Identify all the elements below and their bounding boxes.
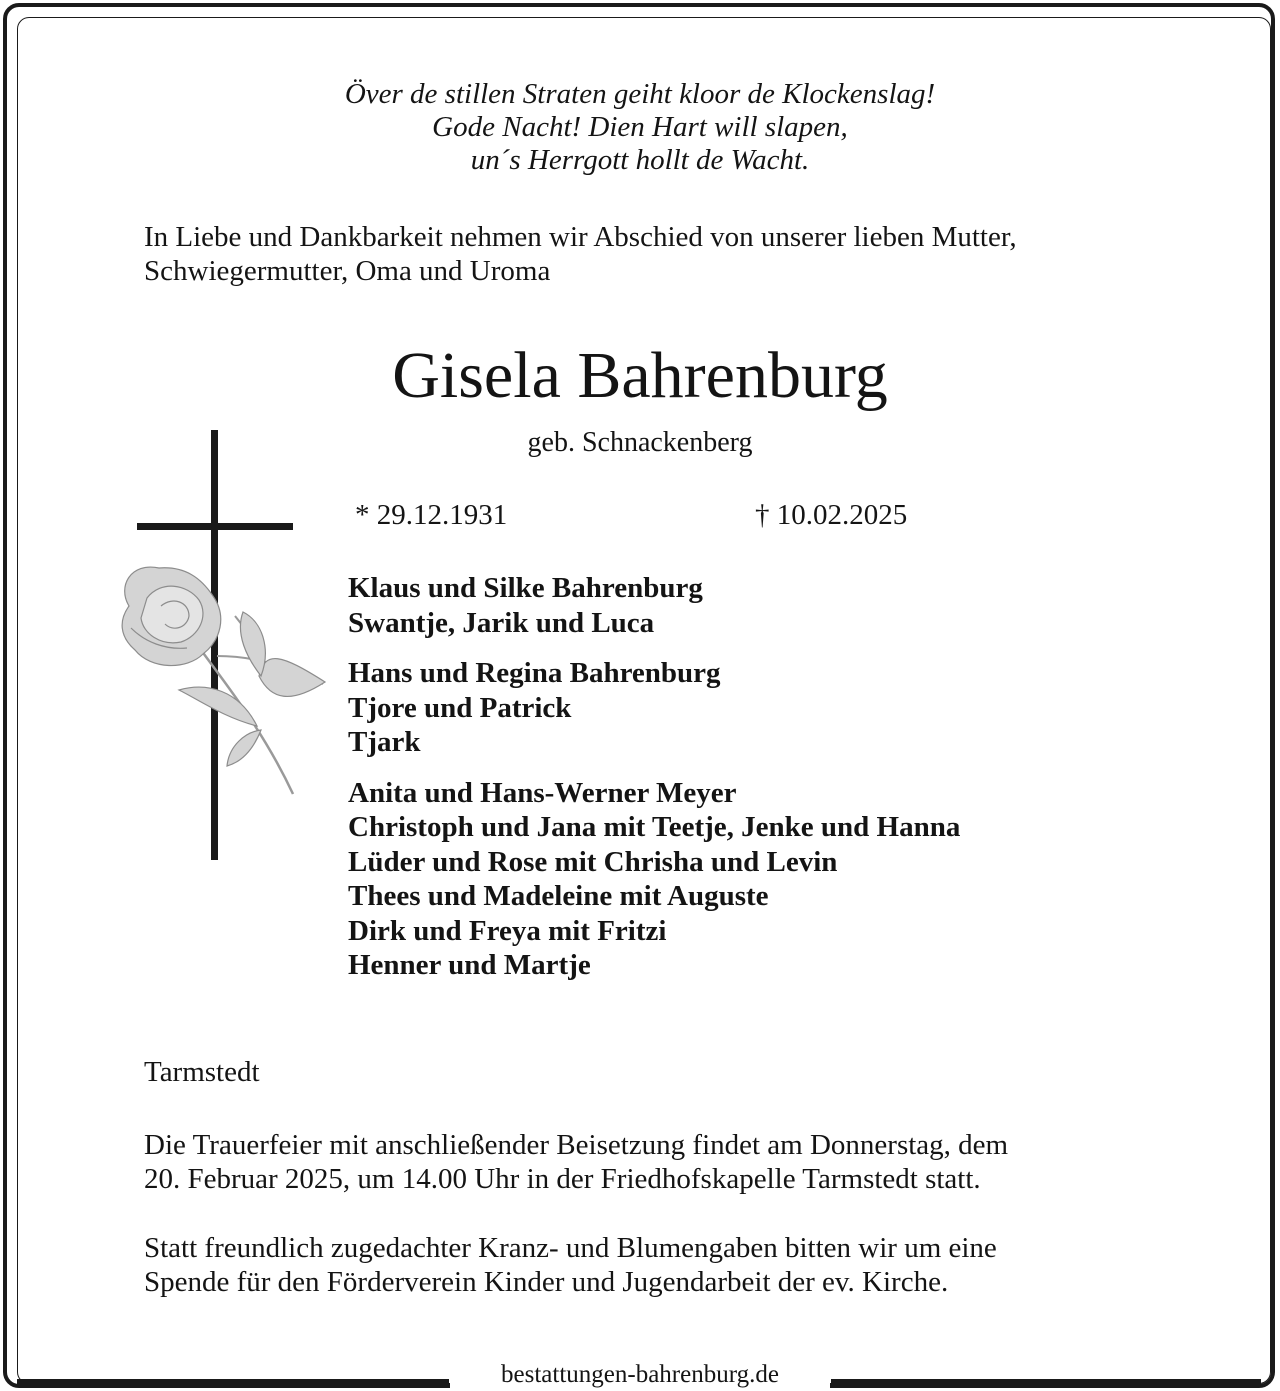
mourner-line: Christoph und Jana mit Teetje, Jenke und Hanna [348, 811, 961, 843]
mourner-line: Tjark [348, 726, 421, 758]
maiden-name: geb. Schnackenberg [527, 427, 753, 458]
intro-line: In Liebe und Dankbarkeit nehmen wir Abschied von unserer lieben Mutter, [144, 221, 1017, 253]
rose-icon [122, 567, 325, 794]
mourner-group [348, 776, 1148, 983]
mourner-group [348, 571, 1148, 640]
poem-line: Över de stillen Straten geiht kloor de Klockenslag! [344, 78, 936, 110]
mourner-line: Henner und Martje [348, 949, 591, 981]
mourner-line: Tjore und Patrick [348, 691, 572, 724]
mourner-line: Anita und Hans-Werner Meyer [348, 776, 737, 809]
mourner-line: Thees und Madeleine mit Auguste [348, 880, 769, 912]
cross-rose-artwork [95, 428, 335, 868]
mourner-line: Swantje, Jarik und Luca [348, 606, 655, 639]
place-name: Tarmstedt [144, 1056, 260, 1088]
mourner-line: Lüder und Rose mit Chrisha und Levin [348, 845, 838, 878]
mourner-line: Hans und Regina Bahrenburg [348, 657, 721, 689]
poem-line: un´s Herrgott hollt de Wacht. [470, 144, 810, 176]
donation-notice [144, 1231, 1144, 1299]
ceremony-line: 20. Februar 2025, um 14.00 Uhr in der Friedhofskapelle Tarmstedt statt. [144, 1163, 981, 1195]
mourner-line: Dirk und Freya mit Fritzi [348, 914, 667, 947]
poem [140, 78, 1140, 177]
ceremony-notice [144, 1128, 1144, 1196]
poem-line: Gode Nacht! Dien Hart will slapen, [432, 111, 848, 143]
footer-bar-left [17, 1379, 449, 1386]
intro-text [144, 220, 1144, 288]
footer-url[interactable]: bestattungen-bahrenburg.de [501, 1361, 779, 1388]
mourner-line: Klaus und Silke Bahrenburg [348, 572, 703, 604]
donation-line: Statt freundlich zugedachter Kranz- und Blumengaben bitten wir um eine [144, 1232, 997, 1264]
intro-line: Schwiegermutter, Oma und Uroma [144, 255, 551, 287]
death-date: † 10.02.2025 [755, 499, 908, 531]
donation-line: Spende für den Förderverein Kinder und Jugendarbeit der ev. Kirche. [144, 1266, 949, 1298]
footer-bar-right [831, 1379, 1261, 1386]
mourner-group [348, 656, 1148, 760]
deceased-name: Gisela Bahrenburg [392, 339, 888, 412]
birth-date: * 29.12.1931 [355, 499, 508, 531]
ceremony-line: Die Trauerfeier mit anschließender Beisetzung findet am Donnerstag, dem [144, 1129, 1009, 1161]
mourners-list [348, 571, 1148, 999]
